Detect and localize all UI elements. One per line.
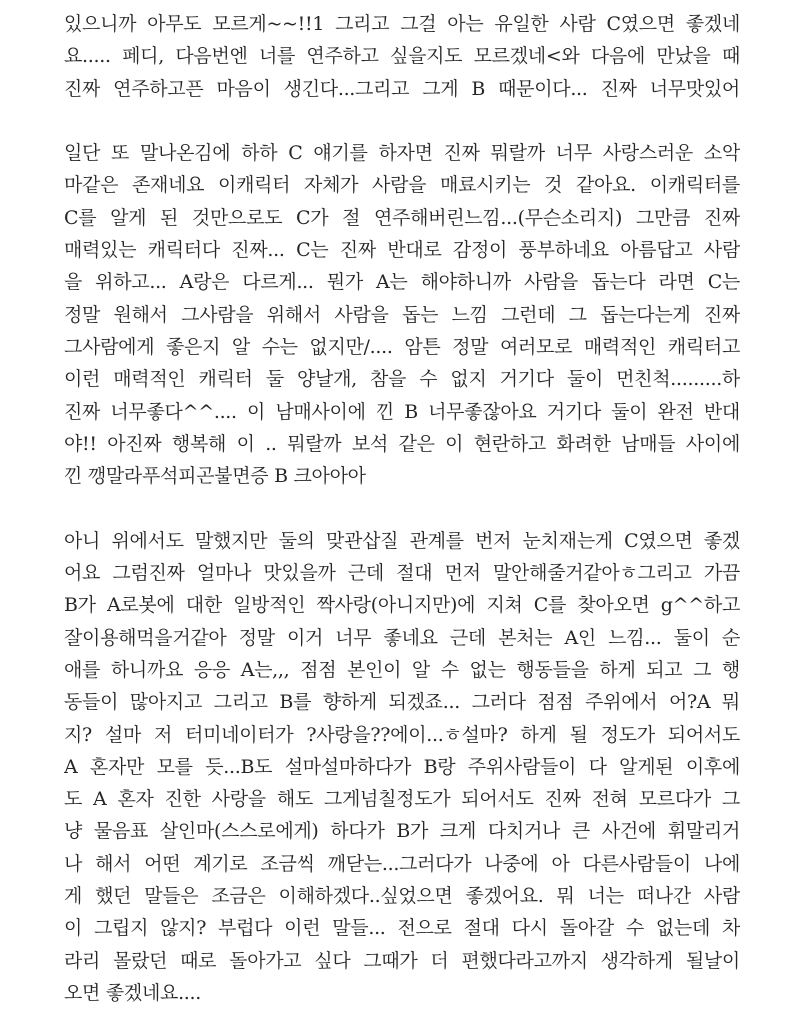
paragraph-2 xyxy=(64,137,740,492)
text-line: 나 해서 어떤 계기로 조금씩 깨닫는...그러다가 나중에 아 다른사람들이 나에 xyxy=(64,852,740,875)
text-line: 그사람에게 좋은지 알 수는 없지만/.... 암튼 정말 여러모로 매력적인 캐릭터고 xyxy=(64,335,740,358)
text-line: 지? 설마 저 터미네이터가 ?사랑을??에이...ㅎ설마? 하게 될 정도가 되어서도 xyxy=(64,723,740,746)
text-line: 게 했던 말들은 조금은 이해하겠다..싶었으면 좋겠어요. 뭐 너는 떠나간 사람 xyxy=(64,885,740,908)
document-body xyxy=(64,8,740,1009)
text-line: B가 A로봇에 대한 일방적인 짝사랑(아니지만)에 지쳐 C를 찾아오면 g^^하고 xyxy=(64,594,740,617)
text-line: 이런 매력적인 캐릭터 둘 양날개, 참을 수 없지 거기다 둘이 먼친척.........하 xyxy=(64,368,740,391)
text-line: 야!! 아진짜 행복해 이 .. 뭐랄까 보석 같은 이 현란하고 화려한 남매들 사이에 xyxy=(64,432,740,455)
text-line: 진짜 연주하고픈 마음이 생긴다...그리고 그게 B 때문이다... 진짜 너무맛있어 xyxy=(64,77,740,100)
text-line: C를 알게 된 것만으로도 C가 절 연주해버린느낌...(무슨소리지) 그만큼 진짜 xyxy=(64,206,740,229)
text-line: 있으니까 아무도 모르게~~!!1 그리고 그걸 아는 유일한 사람 C였으면 좋겠네 xyxy=(64,13,740,35)
text-line: 아니 위에서도 말했지만 둘의 맞관삽질 관계를 번저 눈치재는게 C였으면 좋겠 xyxy=(64,529,740,552)
text-line: 을 위하고... A랑은 다르게... 뭔가 A는 해야하니까 사람을 돕는다 라면 C는 xyxy=(64,271,740,294)
text-line: 낀 깽말라푸석피곤불면증 B 크아아아 xyxy=(64,465,366,488)
text-line: 잘이용해먹을거같아 정말 이거 너무 좋네요 근데 본처는 A인 느낌... 둘이 순 xyxy=(64,626,740,649)
paragraph-3 xyxy=(64,525,740,1009)
text-line: 냥 물음표 살인마(스스로에게) 하다가 B가 크게 다치거나 큰 사건에 휘말리거 xyxy=(64,820,740,843)
paragraph-spacer xyxy=(64,492,740,524)
text-line: 라리 몰랐던 때로 돌아가고 싶다 그때가 더 편했다라고까지 생각하게 될날이 xyxy=(64,949,740,972)
text-line: 일단 또 말나온김에 하하 C 얘기를 하자면 진짜 뭐랄까 너무 사랑스러운 소악 xyxy=(64,142,740,165)
text-line: 진짜 너무좋다^^.... 이 남매사이에 낀 B 너무좋잖아요 거기다 둘이 완전 반대 xyxy=(64,400,740,423)
text-line: 정말 원해서 그사람을 위해서 사람을 돕는 느낌 그런데 그 돕는다는게 진짜 xyxy=(64,303,740,326)
paragraph-1 xyxy=(64,8,740,105)
text-line: 매력있는 캐릭터다 진짜... C는 진짜 반대로 감정이 풍부하네요 아름답고 사람 xyxy=(64,239,740,262)
text-line: 도 A 혼자 진한 사랑을 해도 그게넘칠정도가 되어서도 진짜 전혀 모르다가 그 xyxy=(64,788,740,811)
paragraph-spacer xyxy=(64,105,740,137)
text-line: 애를 하니까요 응응 A는,,, 점점 본인이 알 수 없는 행동들을 하게 되고 그 행 xyxy=(64,658,740,681)
text-line: 요..... 페디, 다음번엔 너를 연주하고 싶을지도 모르겠네<와 다음에 만났을 때 xyxy=(64,45,740,68)
text-line: 동들이 많아지고 그리고 B를 향하게 되겠죠... 그러다 점점 주위에서 어?A 뭐 xyxy=(64,691,740,714)
text-line: A 혼자만 모를 듯...B도 설마설마하다가 B랑 주위사람들이 다 알게된 이후에 xyxy=(64,755,740,778)
text-line: 어요 그럼진짜 얼마나 맛있을까 근데 절대 먼저 말안해줄거같아ㅎ그리고 가끔 xyxy=(64,562,740,585)
text-line: 오면 좋겠네요.... xyxy=(64,981,202,1004)
text-line: 마같은 존재네요 이캐릭터 자체가 사람을 매료시키는 것 같아요. 이캐릭터를 xyxy=(64,174,740,197)
text-line: 이 그립지 않지? 부럽다 이런 말들... 전으로 절대 다시 돌아갈 수 없는데 차 xyxy=(64,917,740,940)
